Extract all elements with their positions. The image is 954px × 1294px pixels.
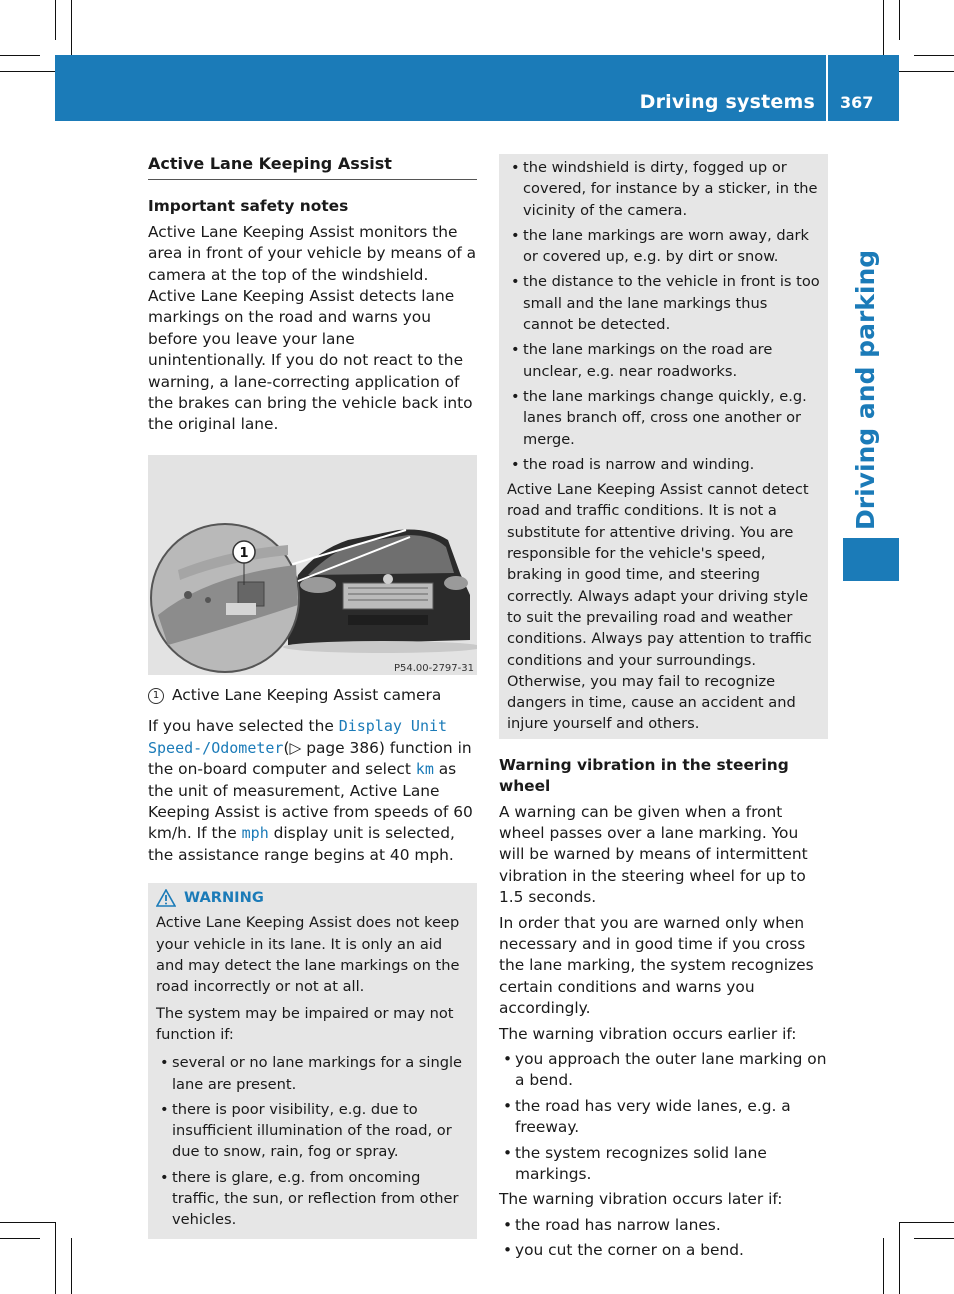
caption-number: 1 [148, 688, 164, 704]
intro-paragraph: Active Lane Keeping Assist monitors the area in front of your vehicle by means of a camera at the top of the windshield. Active Lane Keeping Assist detects lane markings on the road and warns you before you leave your lane unintentionally. If you do not react to the warning, a lane-correcting application of the brakes can bring the vehicle back into the original lane. [148, 222, 477, 434]
caption-text: Active Lane Keeping Assist camera [172, 685, 442, 704]
crop-mark [914, 55, 954, 56]
warning-box-continued [499, 154, 828, 739]
list-item: • the lane markings on the road are unclear, e.g. near roadworks. [507, 339, 820, 382]
menu-display-unit: Display Unit Speed-/Odometer [148, 717, 448, 757]
crop-mark [0, 55, 40, 56]
crop-mark [0, 1222, 55, 1223]
crop-mark [71, 0, 72, 55]
crop-mark [0, 71, 55, 72]
crop-mark [899, 1222, 900, 1294]
section-title: Active Lane Keeping Assist [148, 153, 477, 180]
list-item: • there is glare, e.g. from oncoming traffic, the sun, or reflection from other vehicles. [156, 1167, 469, 1231]
earlier-list [499, 1049, 828, 1185]
list-item: • the windshield is dirty, fogged up or covered, for instance by a sticker, in the vicinity of the camera. [507, 157, 820, 221]
list-item: • you approach the outer lane marking on a bend. [499, 1049, 828, 1092]
header-section-title: Driving systems [639, 91, 815, 113]
warning-paragraph-2: The system may be impaired or may not function if: [156, 1004, 454, 1043]
camera-figure [148, 455, 477, 675]
list-item: • several or no lane markings for a single lane are present. [156, 1052, 469, 1095]
figure-caption [148, 685, 477, 706]
warning-paragraph-1: Active Lane Keeping Assist does not keep your vehicle in its lane. It is only an aid and may detect the lane markings on the road incorrectly or not at all. [156, 914, 460, 996]
list-item: • the system recognizes solid lane markings. [499, 1143, 828, 1186]
crop-mark [899, 1222, 954, 1223]
crop-mark [71, 1238, 72, 1294]
list-item: • the lane markings change quickly, e.g. lanes branch off, cross one another or merge. [507, 386, 820, 450]
vibration-paragraph-2: In order that you are warned only when necessary and in good time if you cross the lane marking, the system recognizes certain conditions and warns you accordingly. [499, 913, 814, 1018]
crop-mark [899, 0, 900, 40]
display-unit-paragraph [148, 716, 477, 866]
left-column [148, 153, 477, 1239]
side-tab-label: Driving and parking [851, 249, 880, 530]
side-tab-marker [843, 538, 899, 581]
warning-title: WARNING [184, 889, 264, 907]
text-run: display unit is selected, the assistance range begins at 40 mph. [148, 824, 455, 864]
warning-box [148, 883, 477, 1238]
later-list [499, 1215, 828, 1262]
later-intro: The warning vibration occurs later if: [499, 1190, 783, 1209]
list-item: • you cut the corner on a bend. [499, 1240, 828, 1261]
list-item: • the road has very wide lanes, e.g. a freeway. [499, 1096, 828, 1139]
subsection-title: Important safety notes [148, 197, 349, 216]
list-item: • the road has narrow lanes. [499, 1215, 828, 1236]
crop-mark [883, 1238, 884, 1294]
figure-callout-number: 1 [239, 545, 249, 561]
crop-mark [914, 1238, 954, 1239]
right-column [499, 154, 828, 1262]
list-item: • the road is narrow and winding. [507, 454, 820, 475]
crop-mark [55, 0, 56, 40]
vibration-paragraph-1: A warning can be given when a front wheel passes over a lane marking. You will be warned by means of intermittent vibration in the steering wheel for up to 1.5 seconds. [499, 802, 808, 907]
warning-triangle-icon [156, 889, 176, 907]
warning-header [156, 887, 469, 908]
figure-code: P54.00-2797-31 [393, 662, 474, 674]
unit-km: km [415, 760, 434, 779]
unit-mph: mph [241, 824, 269, 843]
list-item: • there is poor visibility, e.g. due to insufficient illumination of the road, or due to snow, rain, fog or spray. [156, 1099, 469, 1163]
warning-list [156, 1052, 469, 1230]
crop-mark [883, 0, 884, 55]
crop-mark [0, 1238, 40, 1239]
responsibility-paragraph: Active Lane Keeping Assist cannot detect road and traffic conditions. It is not a substitute for attentive driving. You are responsible for the vehicle's speed, braking in good time, and steering correctly. Always adapt your driving style to suit the prevailing road and weather conditions. Always pay attention to traffic conditions and your surroundings. Otherwise, you may fail to recognize dangers in time, cause an accident and injure yourself and others. [507, 481, 812, 733]
page-header [55, 55, 899, 121]
earlier-intro: The warning vibration occurs earlier if: [499, 1024, 797, 1043]
side-tab-label-wrap [851, 249, 881, 530]
text-run: If you have selected the [148, 717, 339, 736]
page-number: 367 [840, 93, 874, 112]
vibration-title: Warning vibration in the steering wheel [499, 755, 789, 796]
crop-mark [55, 1222, 56, 1294]
list-item: • the distance to the vehicle in front is too small and the lane markings thus cannot be detected. [507, 271, 820, 335]
crop-mark [899, 71, 954, 72]
car-illustration [148, 455, 477, 675]
text-run: as the unit of measurement, Active Lane Keeping Assist is active from speeds of 60 km/h. If the [148, 760, 473, 843]
list-item: • the lane markings are worn away, dark or covered up, e.g. by dirt or snow. [507, 225, 820, 268]
header-divider [826, 55, 828, 121]
impairment-list [507, 157, 820, 475]
text-run: (▷ page 386) function in the on-board computer and select [148, 738, 472, 779]
